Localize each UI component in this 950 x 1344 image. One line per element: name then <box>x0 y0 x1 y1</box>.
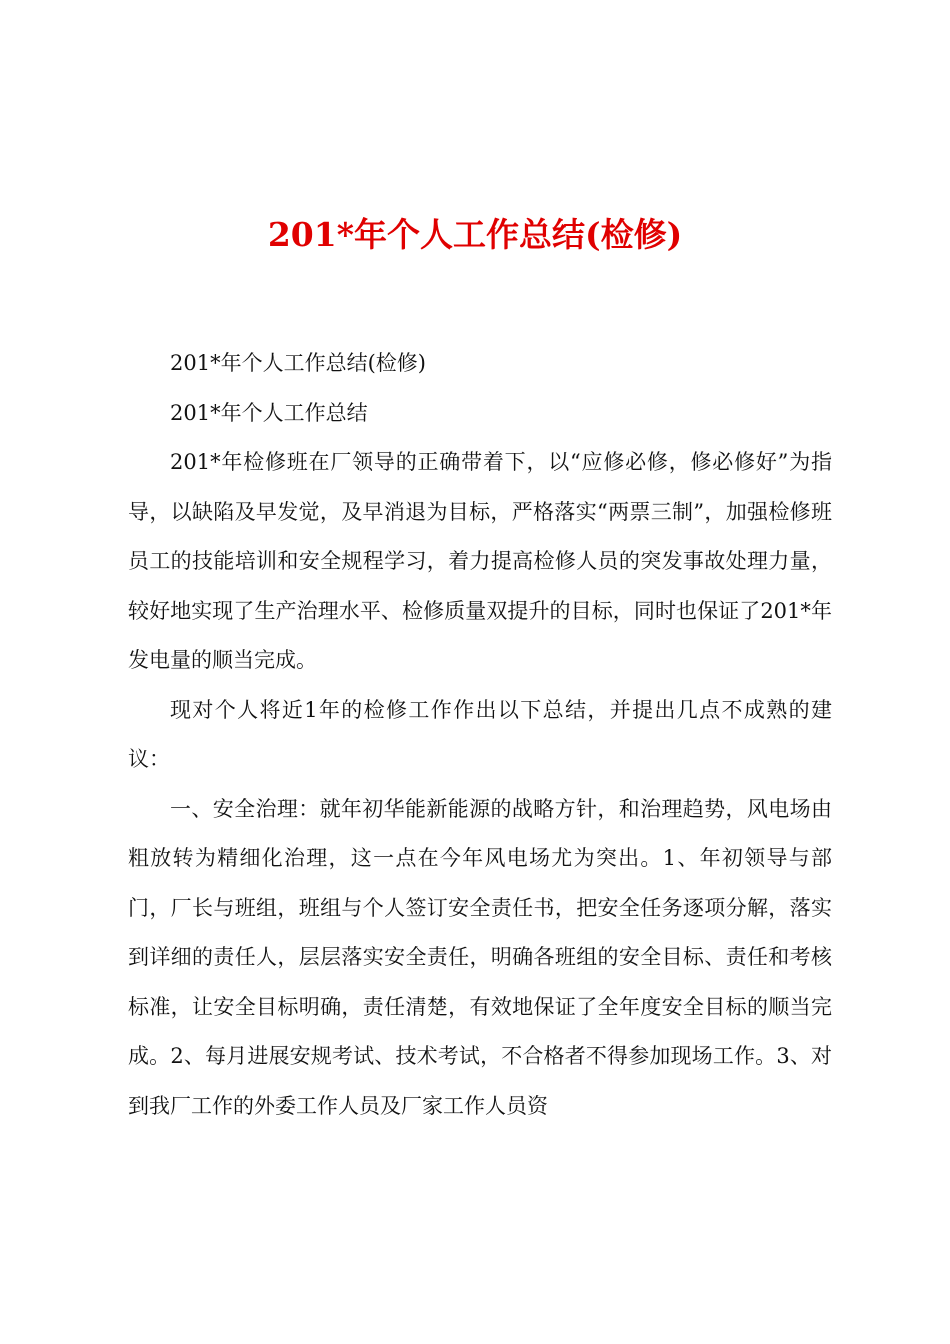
paragraph-summary-lead: 现对个人将近1年的检修工作作出以下总结，并提出几点不成熟的建议： <box>128 697 832 771</box>
document-body <box>128 339 832 1131</box>
paragraph-safety-management: 一、安全治理：就年初华能新能源的战略方针，和治理趋势，风电场由粗放转为精细化治理，这一点在今年风电场尤为突出。1、年初领导与部门，厂长与班组，班组与个人签订安全责任书，把安全任务逐项分解，落实到详细的责任人，层层落实安全责任，明确各班组的安全目标、责任和考核标准，让安全目标明确，责任清楚，有效地保证了全年度安全目标的顺当完成。2、每月进展安规考试、技术考试，不合格者不得参加现场工作。3、对到我厂工作的外委工作人员及厂家工作人员资 <box>128 796 832 1118</box>
document-title: 201*年个人工作总结(检修) <box>267 215 683 254</box>
paragraph-intro: 201*年检修班在厂领导的正确带着下，以“应修必修，修必修好”为指导，以缺陷及早发觉，及早消退为目标，严格落实“两票三制”，加强检修班员工的技能培训和安全规程学习，着力提高检修人员的突发事故处理力量，较好地实现了生产治理水平、检修质量双提升的目标，同时也保证了201*年发电量的顺当完成。 <box>128 450 832 672</box>
paragraph-subtitle: 201*年个人工作总结 <box>170 400 368 425</box>
paragraph-heading-repeat: 201*年个人工作总结(检修) <box>170 351 426 375</box>
